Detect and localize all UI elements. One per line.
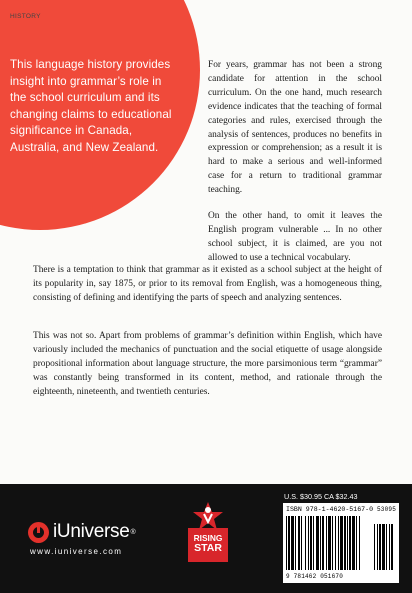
addon-digits: 53095	[377, 506, 397, 513]
barcode-bar	[286, 516, 287, 570]
barcode-bar	[298, 516, 300, 570]
body-paragraph-2: This was not so. Apart from problems of grammar’s definition within English, which have variously included the mechanics of punctuation and the social etiquette of usage alongside propositional information about language structure, the more parsimonious term “grammar” was constantly being transformed in its content, method, and rationale through the eighteenth, nineteenth, and twentieth centuries.	[33, 331, 382, 397]
barcode-bar	[316, 516, 319, 570]
addon-bar	[386, 524, 387, 570]
quote-paragraph-1: For years, grammar has not been a strong candidate for attention in the school curriculum. On the one hand, much research evidence indicates that the teaching of formal categories and rules, exercised through the analysis of sentences, produces no benefits in expression or comprehension; as a result it is hard to make a serious and well-informed case for a return to traditional grammar teaching.	[208, 60, 382, 196]
barcode-bar	[310, 516, 312, 570]
power-icon	[28, 522, 49, 543]
rising-star-badge	[188, 500, 228, 564]
barcode-bar	[288, 516, 290, 570]
barcode-bar	[338, 516, 339, 570]
barcode-bar	[328, 516, 331, 570]
star-label: STAR	[194, 542, 222, 554]
barcode-bar	[335, 516, 336, 570]
publisher-logo	[28, 521, 136, 543]
barcode-bar	[313, 516, 314, 570]
addon-bar	[379, 524, 381, 570]
isbn-text: ISBN 978-1-4620-5167-0	[286, 506, 374, 513]
barcode	[283, 503, 399, 583]
barcode-bar	[332, 516, 333, 570]
barcode-bar	[326, 516, 327, 570]
registered-mark: ®	[130, 528, 136, 536]
barcode-bar	[305, 516, 306, 570]
barcode-bar	[347, 516, 348, 570]
barcode-bar	[308, 516, 309, 570]
body-paragraph-1: There is a temptation to think that grammar as it existed as a school subject at the height of its popularity in, say 1875, or prior to its removal from English, was a homogeneous thing, consisting of defining and identifying the parts of speech and analyzing sentences.	[33, 265, 382, 303]
addon-bar	[382, 524, 385, 570]
publisher-url: www.iuniverse.com	[30, 547, 123, 556]
barcode-bar	[340, 516, 343, 570]
addon-bar	[377, 524, 378, 570]
publisher-name: iUniverse	[53, 521, 130, 542]
barcode-bar	[291, 516, 294, 570]
rising-label: RISING	[193, 533, 223, 543]
barcode-digits: 9 781462 051670	[286, 573, 344, 580]
barcode-bar	[352, 516, 355, 570]
category-label: HISTORY	[10, 13, 41, 20]
barcode-bars	[286, 516, 396, 572]
barcode-bar	[356, 516, 357, 570]
blurb-text: This language history provides insight into grammar’s role in the school curriculum and its changing claims to educational significance in Canada, Australia, and New Zealand.	[10, 58, 172, 154]
barcode-bar	[322, 516, 324, 570]
barcode-bar	[344, 516, 346, 570]
barcode-bar	[301, 516, 302, 570]
price-text: U.S. $30.95 CA $32.43	[284, 492, 358, 501]
quote-paragraph-2: On the other hand, to omit it leaves the English program vulnerable ... In no other school subject, it is claimed, are you not allowed to use a technical vocabulary.	[208, 211, 382, 263]
barcode-bar	[295, 516, 296, 570]
addon-bar	[389, 524, 390, 570]
barcode-bar	[320, 516, 321, 570]
addon-bar	[374, 524, 375, 570]
barcode-bar	[349, 516, 351, 570]
barcode-bar	[359, 516, 360, 570]
addon-bar	[391, 524, 393, 570]
